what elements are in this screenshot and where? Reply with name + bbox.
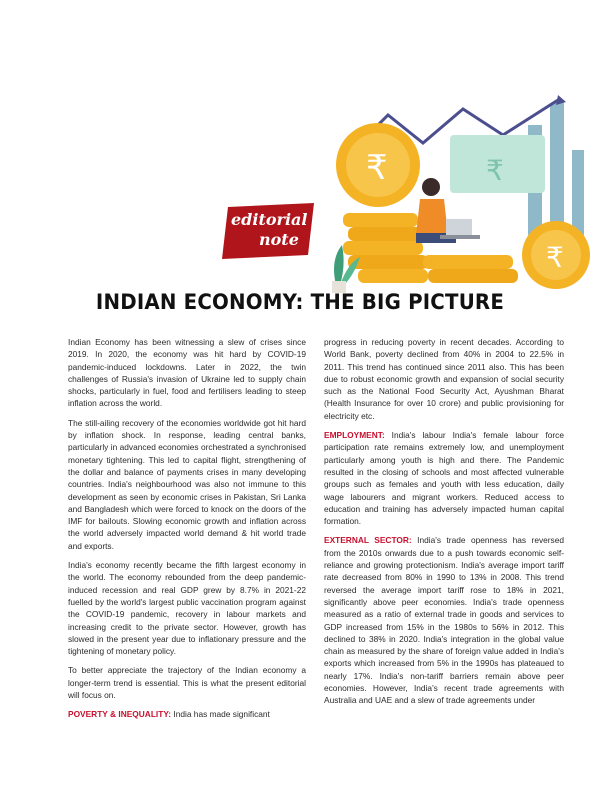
paragraph-text: India's labour India's female labour force participation rate remains extremely low, and unemployment particularly among youth is high and there. The Pandemic resulted in the closing of schools and most affected vulnerable groups such as females and youth with less education, daily wage labourers and migrant workers. Reduced access to education and training has adversely impacted human capital formation. [324,430,564,527]
page-title: INDIAN ECONOMY: THE BIG PICTURE [95,290,505,315]
paragraph: Indian Economy has been witnessing a slew of crises since 2019. In 2020, the economy was hit hard by COVID-19 pandemic-induced lockdowns. Later in 2022, the twin challenges of Russia's invasion of Ukraine led to supply chain shocks, particularly in fuel, food and fertilisers leading to steep inflation across the world. [68,337,306,409]
badge-line-2: note [259,230,299,249]
section-heading-external-sector: EXTERNAL SECTOR: [324,535,412,546]
right-column [324,336,564,714]
paragraph [324,429,564,527]
paragraph-text: India has made significant [171,709,270,720]
woman-with-laptop-illustration [328,95,590,300]
section-heading-employment: EMPLOYMENT: [324,430,385,441]
paragraph: To better appreciate the trajectory of the Indian economy a longer-term trend is essential. This is what the present editorial will focus on. [68,665,306,701]
paragraph: The still-ailing recovery of the economies worldwide got hit hard by inflation shock. In response, leading central banks, particularly in advanced economies orchestrated a synchronised monetary tightening. This led to capital flight, strengthening of the dollar and balance of payments crises in many developing countries. India's neighbourhood was also not immune to this development as seen by economic crises in Pakistan, Sri Lanka and Bangladesh which were forced to knock on the doors of the IMF for bailouts. Slowing economic growth and inflation across the world adversely impacted world demand & hit world trade and exports. [68,417,306,551]
svg-text:₹: ₹ [486,154,504,187]
section-heading-poverty: POVERTY & INEQUALITY: [68,709,172,720]
paragraph [68,708,306,720]
editorial-note-label [231,210,307,250]
paragraph: progress in reducing poverty in recent decades. According to World Bank, poverty declined from 40% in 2004 to 22.5% in 2011. This trend has continued since 2011 also. This has been due to robust economic growth and expansion of social security such as the National Food Security Act, Ayushman Bharat (Health Insurance for over 10 crore) and public provisioning for electricity etc. [324,337,564,421]
paragraph: India's economy recently became the fifth largest economy in the world. The economy rebounded from the deep pandemic-induced recession and real GDP grew by 8.7% in 2021-22 fuelled by the world's largest public vaccination program against the COVID-19 pandemic, recovery in labour markets and increasing credit to the private sector. However, growth has slowed in the present year due to inflationary pressure and the tightening of monetary policy. [68,560,306,657]
svg-text:₹: ₹ [366,148,388,188]
svg-text:₹: ₹ [546,241,564,274]
paragraph [324,534,564,706]
paragraph-text: India's trade openness has reversed from the 2010s onwards due to a push towards economic self-reliance and growing protectionism. India's average import tariff rate decreased from 80% in 1990 to 13% in 2008. This trend reversed the average import tariff rose to 18% in 2021, significantly above peer economies. India's trade openness measured as a ratio of external trade in goods and services to GDP increased from 15% in the 1980s to 56% in 2012. This declined to 38% in 2020. India's integration in the global value chain as measured by the share of foreign value added in India's exports which increased from 5% in the 1990s has plateaued to nearly 17%. India's non-tariff barriers remain above peer economies. However, India's recent trade agreements with Australia and UAE and a slew of trade agreements under [324,535,564,706]
badge-line-1: editorial [231,210,308,229]
left-column [68,336,306,728]
